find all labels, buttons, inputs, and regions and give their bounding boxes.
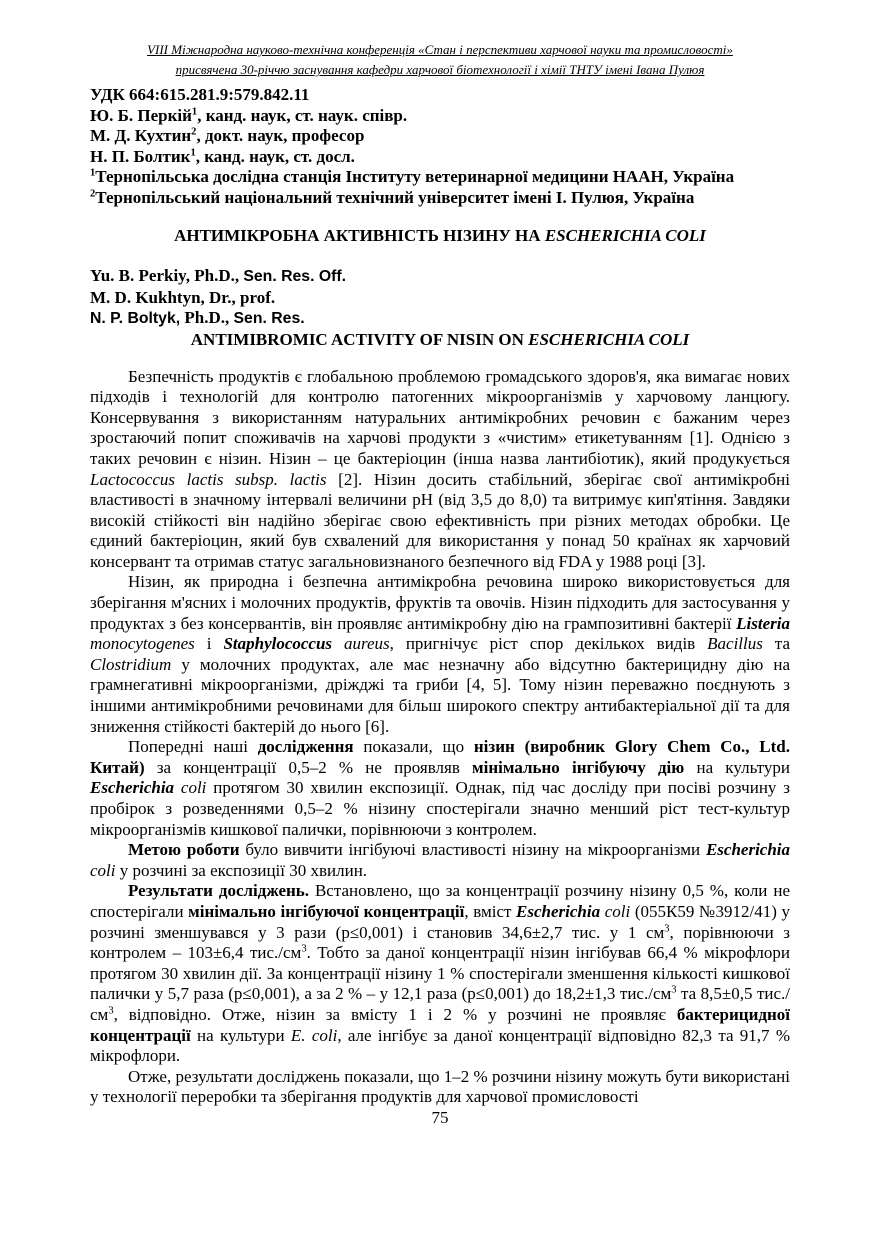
author-en-2: M. D. Kukhtyn, Dr., prof.	[90, 287, 276, 307]
paragraph-6: Отже, результати досліджень показали, що 1–2 % розчини нізину можуть бути використані у технології переробки та зберігання продуктів для харчової промисловості	[90, 1066, 790, 1107]
title-ua: АНТИМІКРОБНА АКТИВНІСТЬ НІЗИНУ НА ESCHERICHIA COLI	[174, 225, 706, 245]
author-ua-2: М. Д. Кухтин$^2$, докт. наук, професор	[90, 126, 365, 146]
paragraph-3: Попередні наші дослідження показали, що нізин (виробник Glory Chem Co., Ltd. Китай) за концентрації 0,5–2 % не проявляв мінімально інгібуючу дію на культури Escherichia coli протягом 30 хвилин експозиції. Однак, під час досліду при посіві розчину з пробірок з розведеннями 0,5–2 % нізину спостерігали значно менший ріст тест-культур мікроорганізмів кишкової палички, порівнюючи з контролем.	[90, 737, 791, 839]
article-body	[90, 367, 790, 1108]
conference-header-line2: присвячена 30-річчю заснування кафедри харчової біотехнології і хімії ТНТУ імені Івана Пулюя	[175, 62, 705, 77]
conference-header-line1: VIII Міжнародна науково-технічна конференція «Стан і перспективи харчової науки та промисловості»	[147, 42, 733, 57]
paragraph-1: Безпечність продуктів є глобальною проблемою громадського здоров'я, яка вимагає нових підходів і технологій для контролю патогенних мікроорганізмів у харчовому ланцюгу. Консервування з використанням натуральних антимікробних речовин є бажаним через зростаючий попит споживачів на харчові продукти з «чистим» етикетуванням [1]. Однією з таких речовин є нізин. Нізин – це бактеріоцин (інша назва лантибіотик), який продукується Lactococcus lactis subsp. lactis [2]. Нізин досить стабільний, зберігає свої антимікробні властивості в значному інтервалі величини рН (від 3,5 до 8,0) та витримує кип'ятіння. Завдяки високій стійкості він надійно зберігає свою ефективність при різних методах обробки. Це єдиний бактеріоцин, який був схвалений для використання у понад 50 країнах як харчовий консервант та отримав статус загальновизнаного безпечного від FDA у 1988 році [3].	[90, 366, 791, 571]
conference-header	[90, 0, 790, 80]
paragraph-5: Результати досліджень. Встановлено, що за концентрації розчину нізину 0,5 %, коли не спостерігали мінімально інгібуючої концентрації, вміст Escherichia coli (055К59 №3912/41) у розчині зменшувався у 3 рази (р≤0,001) і становив 34,6±2,7 тис. у 1 $см^3$, порівнюючи з контролем – 103±6,4 $тис./см^3$. Тобто за даної концентрації нізин інгібував 66,4 % мікрофлори протягом 30 хвилин дії. За концентрації нізину 1 % спостерігали зменшення кількості кишкової палички у 5,7 раза (р≤0,001), а за 2 % – у 12,1 раза (р≤0,001) до 18,2±1,3 $тис./см^3$ та 8,5±0,5 $тис./см^3$, відповідно. Отже, нізин за вмісту 1 і 2 % у розчині не проявляє бактерицидної концентрації на культури E. coli, але інгібує за даної концентрації відповідно 82,3 та 91,7 % мікрофлори.	[90, 881, 791, 1066]
paragraph-2: Нізин, як природна і безпечна антимікробна речовина широко використовується для зберігання м'ясних і молочних продуктів, фруктів та овочів. Нізин підходить для застосування у продуктах з без консервантів, він проявляє антимікробну дію на грампозитивні бактерії Listeria monocytogenes і Staphylococcus aureus, пригнічує ріст спор декількох видів Bacillus та Clostridium у молочних продуктах, але має незначну або відсутню бактерицидну дію на грамнегативні мікроорганізми, дріжджі та гриби [4, 5]. Тому нізин переважно поєднують з іншими антимікробними речовинами для більш широкого спектру антибактеріальної дії та для зниження стійкості бактерій до нього [6].	[90, 572, 790, 736]
affiliation-2: $^2$Тернопільський національний технічний університет імені І. Пулюя, Україна	[90, 187, 695, 207]
author-block-ua	[90, 85, 790, 209]
author-ua-3: Н. П. Болтик$^1$, канд. наук, ст. досл.	[90, 146, 355, 166]
udc-line: УДК 664:615.281.9:579.842.11	[90, 85, 310, 104]
author-en-1: Yu. B. Perkiy, Ph.D., Sen. Res. Off.	[90, 266, 347, 286]
author-block-en	[90, 266, 790, 330]
author-en-3: N. P. Boltyk, Ph.D., Sen. Res.	[90, 308, 305, 328]
title-en: ANTIMIBROMIC ACTIVITY OF NISIN ON ESCHERICHIA COLI	[190, 329, 690, 349]
paragraph-4: Метою роботи було вивчити інгібуючі властивості нізину на мікроорганізми Escherichia coli у розчині за експозиції 30 хвилин.	[90, 840, 791, 880]
page-number: 75	[431, 1107, 449, 1127]
author-ua-1: Ю. Б. Перкій$^1$, канд. наук, ст. наук. співр.	[90, 105, 408, 125]
affiliation-1: $^1$Тернопільська дослідна станція Інституту ветеринарної медицини НААН, Україна	[90, 167, 735, 187]
